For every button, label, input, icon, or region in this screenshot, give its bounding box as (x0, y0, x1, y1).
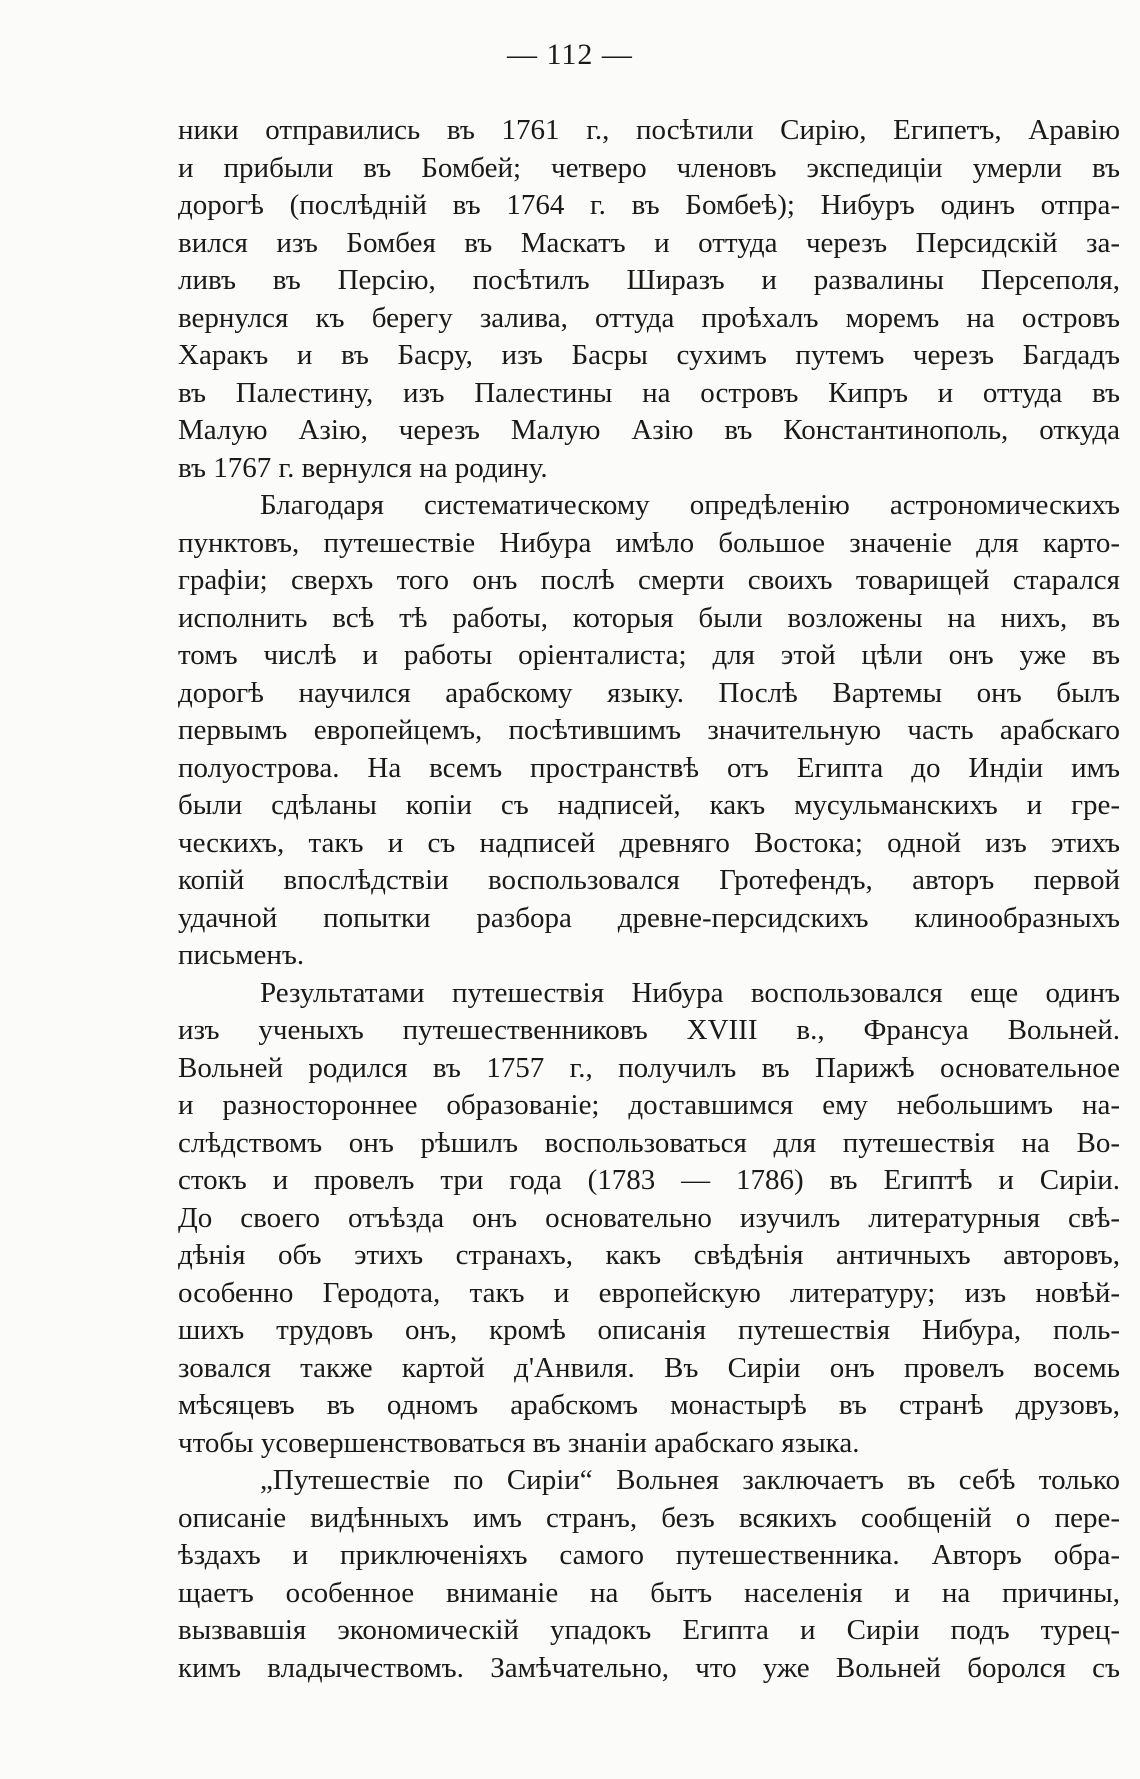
text-line: чтобы усовершенствоваться въ знаніи арабскаго языка. (178, 1426, 860, 1459)
text-line: графіи; сверхъ того онъ послѣ смерти своихъ товарищей старался (178, 564, 1120, 596)
text-line: Вольней родился въ 1757 г., получилъ въ Парижѣ основательное (178, 1051, 1120, 1084)
body-text (178, 112, 1120, 1687)
text-line: вернулся къ берегу залива, оттуда проѣхалъ моремъ на островъ (178, 301, 1120, 334)
text-line: ники отправились въ 1761 г., посѣтили Сирію, Египетъ, Аравію (178, 114, 1120, 146)
text-line: Результатами путешествія Нибура воспользовался еще одинъ (260, 976, 1120, 1009)
text-line: были сдѣланы копіи съ надписей, какъ мусульманскихъ и гре- (178, 789, 1120, 821)
text-line: описаніе видѣнныхъ имъ странъ, безъ всякихъ сообщеній о пере- (178, 1501, 1120, 1534)
paragraph (178, 1462, 1120, 1687)
page-number: — 112 — (507, 38, 633, 71)
text-line: вызвавшія экономическій упадокъ Египта и Сиріи подъ турец- (178, 1614, 1120, 1646)
text-line: ческихъ, такъ и съ надписей древняго Востока; одной изъ этихъ (178, 826, 1120, 859)
text-line: пунктовъ, путешествіе Нибура имѣло большое значеніе для карто- (178, 526, 1120, 559)
paragraph (178, 112, 1120, 487)
text-line: дорогѣ (послѣдній въ 1764 г. въ Бомбеѣ); Нибуръ одинъ отпра- (178, 189, 1120, 221)
text-line: и прибыли въ Бомбей; четверо членовъ экспедиціи умерли въ (178, 151, 1120, 184)
text-line: исполнить всѣ тѣ работы, которыя были возложены на нихъ, въ (178, 601, 1120, 634)
text-line: Харакъ и въ Басру, изъ Басры сухимъ путемъ черезъ Багдадъ (178, 339, 1120, 371)
paragraph (178, 487, 1120, 975)
text-line: слѣдствомъ онъ рѣшилъ воспользоваться для путешествія на Во- (178, 1126, 1120, 1159)
text-line: шихъ трудовъ онъ, кромѣ описанія путешествія Нибура, поль- (178, 1314, 1120, 1346)
text-line: полуострова. На всемъ пространствѣ отъ Египта до Индіи имъ (178, 751, 1120, 784)
text-line: стокъ и провелъ три года (1783 — 1786) въ Египтѣ и Сиріи. (178, 1164, 1120, 1196)
text-line: дѣнія объ этихъ странахъ, какъ свѣдѣнія античныхъ авторовъ, (178, 1239, 1120, 1271)
text-line: ѣздахъ и приключеніяхъ самого путешественника. Авторъ обра- (178, 1539, 1120, 1571)
text-line: томъ числѣ и работы оріенталиста; для этой цѣли онъ уже въ (178, 639, 1120, 671)
text-line: въ Палестину, изъ Палестины на островъ Кипръ и оттуда въ (178, 376, 1120, 409)
text-line: первымъ европейцемъ, посѣтившимъ значительную часть арабскаго (178, 714, 1120, 746)
text-line: мѣсяцевъ въ одномъ арабскомъ монастырѣ въ странѣ друзовъ, (178, 1389, 1120, 1421)
text-line: Малую Азію, черезъ Малую Азію въ Константинополь, откуда (178, 414, 1120, 446)
text-line: зовался также картой д'Анвиля. Въ Сиріи онъ провелъ восемь (178, 1351, 1120, 1384)
text-line: кимъ владычествомъ. Замѣчательно, что уже Вольней боролся съ (178, 1651, 1120, 1684)
text-line: Благодаря систематическому опредѣленію астрономическихъ (260, 489, 1120, 521)
text-line: изъ ученыхъ путешественниковъ XVIII в., Франсуа Вольней. (178, 1014, 1120, 1046)
text-line: и разностороннее образованіе; доставшимся ему небольшимъ на- (178, 1089, 1120, 1121)
text-line: особенно Геродота, такъ и европейскую литературу; изъ новѣй- (178, 1276, 1120, 1309)
text-line: въ 1767 г. вернулся на родину. (178, 451, 548, 484)
text-line: щаетъ особенное вниманіе на бытъ населенія и на причины, (178, 1576, 1120, 1609)
text-line: удачной попытки разбора древне-персидскихъ клинообразныхъ (178, 901, 1120, 934)
text-line: вился изъ Бомбея въ Маскатъ и оттуда черезъ Персидскій за- (178, 226, 1120, 259)
paragraph (178, 975, 1120, 1463)
text-line: До своего отъѣзда онъ основательно изучилъ литературныя свѣ- (178, 1201, 1120, 1234)
text-line: копій впослѣдствіи воспользовался Гротефендъ, авторъ первой (178, 864, 1120, 896)
text-line: дорогѣ научился арабскому языку. Послѣ Вартемы онъ былъ (178, 676, 1120, 709)
text-line: письменъ. (178, 939, 305, 971)
text-line: „Путешествіе по Сиріи“ Вольнея заключаетъ въ себѣ только (260, 1464, 1120, 1496)
text-line: ливъ въ Персію, посѣтилъ Ширазъ и развалины Персеполя, (178, 264, 1120, 296)
